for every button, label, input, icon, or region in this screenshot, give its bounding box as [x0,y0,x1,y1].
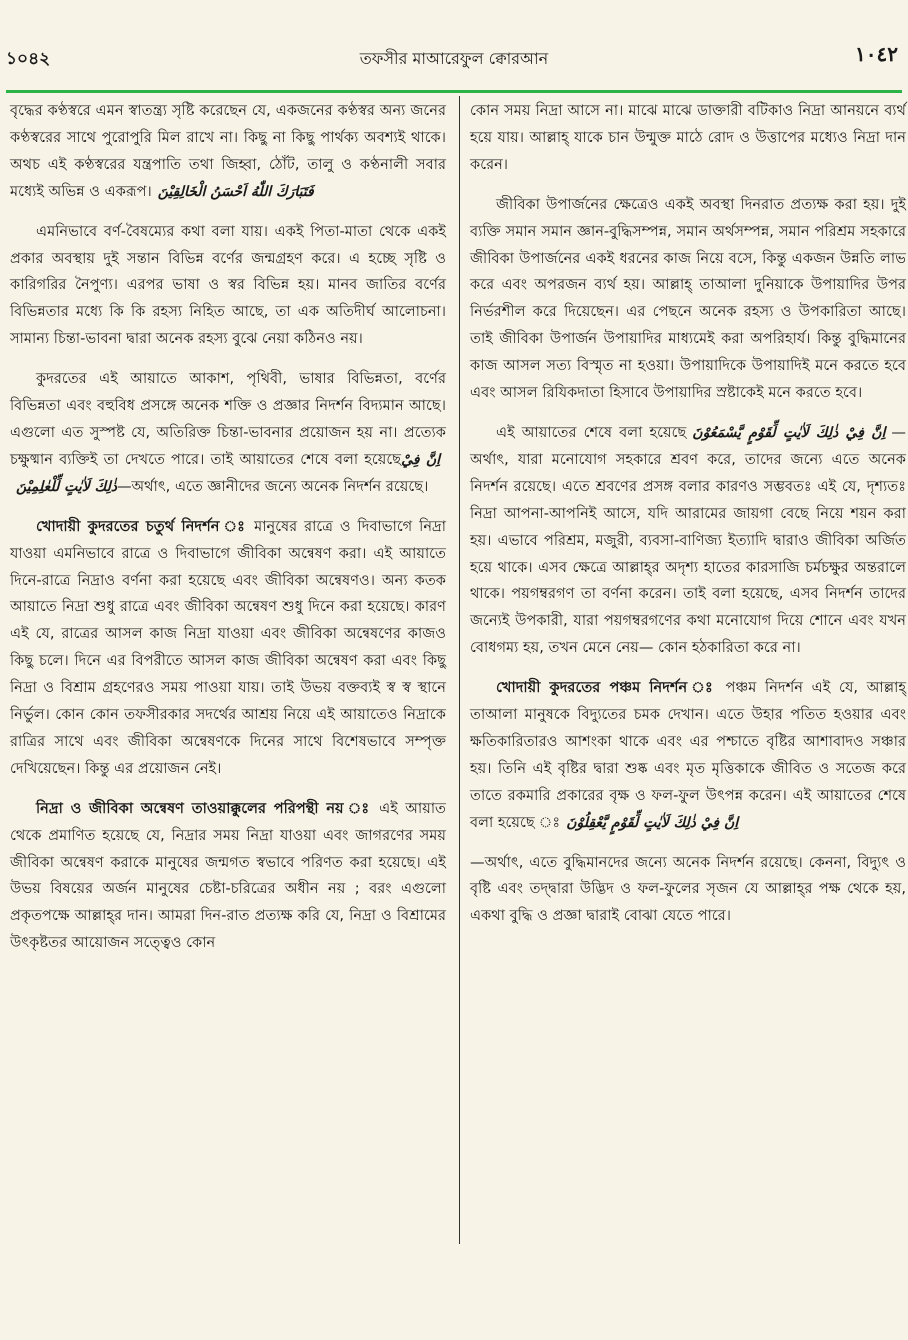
left-column [10,98,446,970]
left-p3-arabic-verse: اِنَّ فِيْ ذٰلِكَ لَاٰيٰتٍ لِّلْعٰلِمِيْنَ [16,451,440,495]
page-number-arabic: ١٠٤٢ [855,42,898,66]
right-paragraph-2: জীবিকা উপার্জনের ক্ষেত্রেও একই অবস্থা দিনরাত প্রত্যক্ষ করা হয়। দুই ব্যক্তি সমান সমান জ্ঞান-বুদ্ধিসম্পন্ন, সমান অর্থসম্পন্ন, সমান পরিশ্রম সহকারে জীবিকা উপার্জনের একই ধরনের কাজ নিয়ে বসে, কিন্তু একজন উন্নতি লাভ করে এবং অপরজন ব্যর্থ হয়। আল্লাহ্‌ তাআলা দুনিয়াকে উপায়াদির উপর নির্ভরশীল করে দিয়েছেন। এর পেছনে অনেক রহস্য ও উপকারিতা আছে। তাই জীবিকা উপার্জন উপায়াদির মাধ্যমেই করা অপরিহার্য। কিন্তু বুদ্ধিমানের কাজ আসল সত্য বিস্মৃত না হওয়া। উপায়াদিকে উপায়াদিই মনে করতে হবে এবং আসল রিযিকদাতা হিসাবে উপায়াদির স্রষ্টাকেই মনে করতে হবে। [470,195,906,402]
left-p1-text: বৃদ্ধের কণ্ঠস্বরে এমন স্বাতন্ত্র্য সৃষ্টি করেছেন যে, একজনের কণ্ঠস্বর অন্য জনের কণ্ঠস্বরের সাথে পুরোপুরি মিল রাখে না। কিছু না কিছু পার্থক্য অবশ্যই থাকে। অথচ এই কণ্ঠস্বরের যন্ত্রপাতি তথা জিহ্বা, ঠোঁট, তালু ও কণ্ঠনালী সবার মধ্যেই অভিন্ন ও একরূপ। [10,102,446,200]
right-paragraph-5: —অর্থাৎ, এতে বুদ্ধিমানদের জন্যে অনেক নিদর্শন রয়েছে। কেননা, বিদ্যুৎ ও বৃষ্টি এবং তদ্দ্বারা উদ্ভিদ ও ফল-ফুলের সৃজন যে আল্লাহ্‌র পক্ষ থেকে হয়, একথা বুদ্ধি ও প্রজ্ঞা দ্বারাই বোঝা যেতে পারে। [470,853,906,925]
left-p1-arabic-verse: فَتَبَارَكَ اللّٰهُ اَحْسَنُ الْخَالِقِيْنَ [157,183,314,200]
running-title: তফসীর মাআরেফুল ক্বোরআন [359,49,549,68]
page-header [0,38,908,78]
right-p3-arabic-verse: اِنَّ فِيْ ذٰلِكَ لَاٰيٰتٍ لِّقَوْمٍ يَّسْمَعُوْنَ [692,424,886,441]
left-paragraph-5 [10,796,446,957]
sleep-tawakkul-heading: নিদ্রা ও জীবিকা অন্বেষণ তাওয়াক্কুলের পরিপন্থী নয় ঃ [36,799,372,817]
left-paragraph-1 [10,98,446,206]
right-paragraph-3 [470,420,906,662]
right-p4-arabic-verse: اِنَّ فِيْ ذٰلِكَ لَاٰيٰتٍ لِّقَوْمٍ يَّعْقِلُوْنَ [566,814,739,831]
page-number-bengali: ১০৪২ [6,49,51,69]
right-paragraph-4 [470,675,906,836]
right-p3-text: — অর্থাৎ, যারা মনোযোগ সহকারে শ্রবণ করে, তাদের জন্যে এতে অনেক নিদর্শন রয়েছে। এতে শ্রবণের প্রসঙ্গ বলার কারণও সম্ভবতঃ এই যে, দৃশ্যতঃ নিদ্রা আপনা-আপনিই আসে, যদি আরামের জায়গা বেছে নিয়ে শয়ন করা হয়। এভাবে পরিশ্রম, মজুরী, ব্যবসা-বাণিজ্য ইত্যাদি দ্বারাও জীবিকা অর্জিত হয়ে থাকে। এসব ক্ষেত্রে আল্লাহ্‌র অদৃশ্য হাতের কারসাজি চর্মচক্ষুর অন্তরালে থাকে। পয়গম্বরগণ তা বর্ণনা করেন। তাই বলা হয়েছে, এসব নিদর্শন তাদের জন্যেই উপকারী, যারা পয়গম্বরগণের কথা মনোযোগ দিয়ে শোনে এবং যখন বোধগম্য হয়, তখন মেনে নেয়— কোন হঠকারিতা করে না। [470,423,906,657]
right-paragraph-1: কোন সময় নিদ্রা আসে না। মাঝে মাঝে ডাক্তারী বটিকাও নিদ্রা আনয়নে ব্যর্থ হয়ে যায়। আল্লাহ্‌ যাকে চান উন্মুক্ত মাঠে রোদ ও উত্তাপের মধ্যেও নিদ্রা দান করেন। [470,102,906,173]
left-p3-text: কুদরতের এই আয়াতে আকাশ, পৃথিবী, ভাষার বিভিন্নতা, বর্ণের বিভিন্নতা এবং বহুবিধ প্রসঙ্গে অনেক শক্তি ও প্রজ্ঞার নিদর্শন বিদ্যমান আছে। এগুলো এত সুস্পষ্ট যে, অতিরিক্ত চিন্তা-ভাবনার প্রয়োজন হয় না। প্রত্যেক চক্ষুষ্মান ব্যক্তিই তা দেখতে পারে। তাই আয়াতের শেষে বলা হয়েছে [10,370,446,468]
right-p4-text: পঞ্চম নিদর্শন এই যে, আল্লাহ্‌ তাআলা মানুষকে বিদ্যুতের চমক দেখান। এতে উহার পতিত হওয়ার এবং ক্ষতিকারিতারও আশংকা থাকে এবং এর পশ্চাতে বৃষ্টির আশাবাদও সঞ্চার হয়। তিনি এই বৃষ্টির দ্বারা শুষ্ক এবং মৃত মৃত্তিকাকে জীবিত ও সতেজ করে তাতে রকমারি প্রকারের বৃক্ষ ও ফল-ফুল উৎপন্ন করেন। এই আয়াতের শেষে বলা হয়েছে ঃ [470,679,907,831]
fifth-sign-heading: খোদায়ী কুদরতের পঞ্চম নিদর্শন ঃ [496,679,717,697]
column-divider [459,96,460,1244]
left-paragraph-2: এমনিভাবে বর্ণ-বৈষম্যের কথা বলা যায়। একই পিতা-মাতা থেকে একই প্রকার অবস্থায় দুই সন্তান বিভিন্ন বর্ণের জন্মগ্রহণ করে। এ হচ্ছে সৃষ্টি ও কারিগরির নৈপুণ্য। এরপর ভাষা ও স্বর বিভিন্ন হয়। মানব জাতির বর্ণের বিভিন্নতার মধ্যে কি কি রহস্য নিহিত আছে, তা এক অতিদীর্ঘ আলোচনা। সামান্য চিন্তা-ভাবনা দ্বারা অনেক রহস্য বুঝে নেয়া কঠিনও নয়। [10,222,446,348]
right-p3-intro: এই আয়াতের শেষে বলা হয়েছে [496,423,687,441]
left-p5-text: এই আয়াত থেকে প্রমাণিত হয়েছে যে, নিদ্রার সময় নিদ্রা যাওয়া এবং জাগরণের সময় জীবিকা অন্বেষণ করাকে মানুষের জন্মগত স্বভাবে পরিণত করা হয়েছে। এই উভয় বিষয়ের অর্জন মানুষের চেষ্টা-চরিত্রের অধীন নয় ; বরং এগুলো প্রকৃতপক্ষে আল্লাহ্‌র দান। আমরা দিন-রাত প্রত্যক্ষ করি যে, নিদ্রা ও বিশ্রামের উৎকৃষ্টতর আয়োজন সত্ত্বেও কোন [10,799,446,952]
left-p3-tail: —অর্থাৎ, এতে জ্ঞানীদের জন্যে অনেক নিদর্শন রয়েছে। [116,477,429,495]
left-p4-text: মানুষের রাত্রে ও দিবাভাগে নিদ্রা যাওয়া এমনিভাবে রাত্রে ও দিবাভাগে জীবিকা অন্বেষণ করা। এই আয়াতে দিনে-রাত্রে নিদ্রাও বর্ণনা করা হয়েছে এবং জীবিকা অন্বেষণও। অন্য কতক আয়াতে নিদ্রা শুধু রাত্রে এবং জীবিকা অন্বেষণ শুধু দিনে করা হয়েছে। কারণ এই যে, রাত্রের আসল কাজ নিদ্রা যাওয়া এবং জীবিকা অন্বেষণের কাজও কিছু চলে। দিনে এর বিপরীতে আসল কাজ জীবিকা অন্বেষণ করা এবং কিছু নিদ্রা ও বিশ্রাম গ্রহণেরও সময় পাওয়া যায়। তাই উভয় বক্তব্যই স্ব স্ব স্থানে নির্ভুল। কোন কোন তফসীরকার সদর্থের আশ্রয় নিয়ে এই আয়াতেও নিদ্রাকে রাত্রির সাথে এবং জীবিকা অন্বেষণকে দিনের সাথে বিশেষভাবে সম্পৃক্ত দেখিয়েছেন। কিন্তু এর প্রয়োজন নেই। [10,517,446,777]
right-column [470,98,906,943]
left-paragraph-4 [10,514,446,783]
fourth-sign-heading: খোদায়ী কুদরতের চতুর্থ নিদর্শন ঃ [36,517,248,535]
header-rule [6,90,902,93]
left-paragraph-3 [10,366,446,501]
